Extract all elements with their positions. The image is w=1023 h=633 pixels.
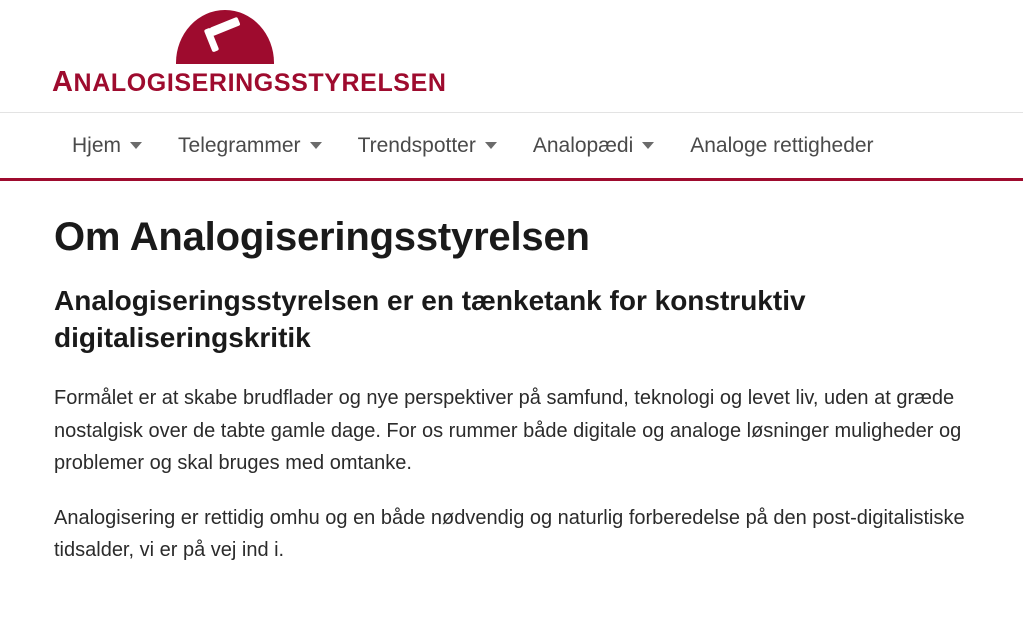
nav-item-hjem[interactable] — [72, 134, 142, 158]
nav-item-telegrammer[interactable] — [178, 134, 322, 158]
nav-item-label: Hjem — [72, 133, 122, 157]
nav-item-label: Analopædi — [532, 133, 634, 157]
chevron-down-icon[interactable] — [642, 142, 654, 149]
nav-item-analoge-rettigheder[interactable] — [690, 134, 873, 158]
body-paragraph: Formålet er at skabe brudflader og nye perspektiver på samfund, teknologi og levet liv, uden at græde nostalgisk over de tabte gamle dage. For os rummer både digitale og analoge løsninger muligheder og problemer og skal bruges med omtanke. — [54, 387, 962, 475]
nav-item-label: Trendspotter — [357, 133, 476, 157]
main-navigation — [0, 113, 1023, 181]
chevron-down-icon[interactable] — [310, 142, 322, 149]
page-title: Om Analogiseringsstyrelsen — [54, 215, 590, 259]
nav-item-label: Analoge rettigheder — [690, 133, 874, 157]
nav-item-trendspotter[interactable] — [358, 134, 497, 158]
hammer-dome-icon — [176, 10, 274, 64]
hammer-icon — [202, 22, 250, 52]
chevron-down-icon[interactable] — [130, 142, 142, 149]
site-logo[interactable] — [52, 8, 447, 100]
nav-item-label: Telegrammer — [178, 133, 301, 157]
logo-wordmark-rest: NALOGISERINGSSTYRELSEN — [73, 69, 447, 97]
chevron-down-icon[interactable] — [485, 142, 497, 149]
body-paragraph: Analogisering er rettidig omhu og en både nødvendig og naturlig forberedelse på den post-digitalistiske tidsalder, vi er på vej ind i. — [54, 506, 965, 562]
site-header — [0, 0, 1023, 113]
page-subtitle: Analogiseringsstyrelsen er en tænketank for konstruktiv digitaliseringskritik — [54, 285, 806, 354]
nav-item-analopaedi[interactable] — [533, 134, 654, 158]
logo-wordmark — [52, 66, 447, 99]
logo-wordmark-initial: A — [52, 66, 74, 98]
main-content — [0, 181, 1023, 566]
